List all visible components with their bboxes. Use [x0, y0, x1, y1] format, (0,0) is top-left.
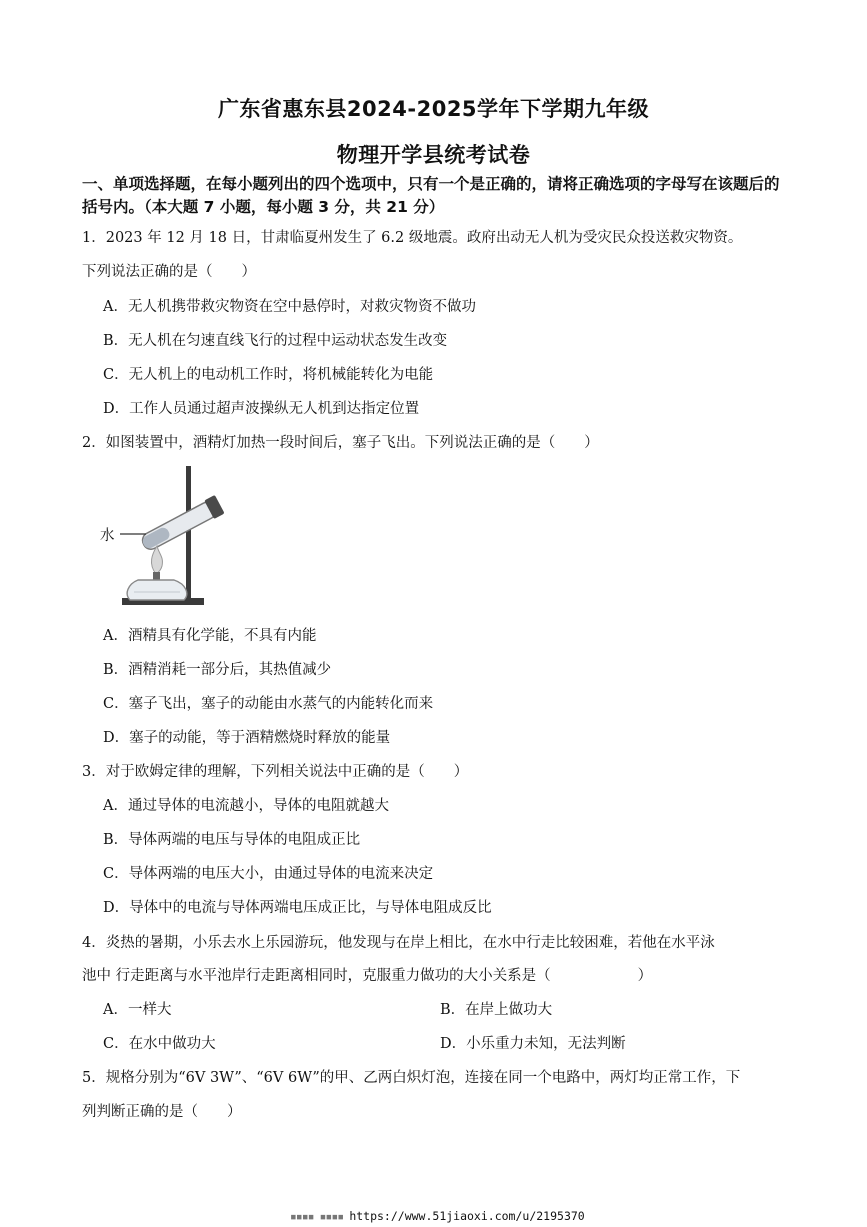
q1-stem-line1: 1．2023 年 12 月 18 日，甘肃临夏州发生了 6.2 级地震。政府出动无人机为受灾民众投送救灾物资。 — [82, 230, 743, 246]
q4-stem-line2: 池中 行走距离与水平池岸行走距离相同时，克服重力做功的大小关系是（ ） — [82, 968, 653, 984]
q4-option-b: B．在岸上做功大 — [440, 1002, 553, 1018]
q2-option-c: C．塞子飞出，塞子的动能由水蒸气的内能转化而来 — [103, 696, 434, 712]
q4-option-a: A．一样大 — [103, 1002, 172, 1018]
q5-stem-line1: 5．规格分别为“6V 3W”、“6V 6W”的甲、乙两白炽灯泡，连接在同一个电路中，两灯均正常工作，下 — [82, 1070, 741, 1086]
q3-option-b: B．导体两端的电压与导体的电阻成正比 — [103, 832, 361, 848]
q2-option-a: A．酒精具有化学能，不具有内能 — [103, 628, 317, 644]
alcohol-lamp-apparatus-diagram — [100, 462, 230, 610]
q2-option-d: D．塞子的动能，等于酒精燃烧时释放的能量 — [103, 730, 391, 746]
figure-label-water: 水 — [100, 528, 115, 544]
exam-title-line2: 物理开学县统考试卷 — [336, 143, 531, 167]
q2-stem-line1: 2．如图装置中，酒精灯加热一段时间后，塞子飞出。下列说法正确的是（ ） — [82, 435, 599, 451]
q4-stem-line1: 4．炎热的暑期，小乐去水上乐园游玩，他发现与在岸上相比，在水中行走比较困难，若他在水平泳 — [82, 935, 715, 951]
footer-logo-mark: ▪▪▪▪ ▪▪▪▪ — [290, 1209, 344, 1223]
footer-url[interactable]: https://www.51jiaoxi.com/u/2195370 — [349, 1209, 585, 1223]
q5-stem-line2: 列判断正确的是（ ） — [82, 1104, 242, 1120]
test-tube — [139, 495, 225, 554]
lamp-body — [127, 580, 187, 600]
q1-option-b: B．无人机在匀速直线飞行的过程中运动状态发生改变 — [103, 333, 448, 349]
stand-rod — [186, 466, 191, 600]
q2-option-b: B．酒精消耗一部分后，其热值减少 — [103, 662, 332, 678]
q4-option-c: C．在水中做功大 — [103, 1036, 216, 1052]
section-heading: 一、单项选择题，在每小题列出的四个选项中，只有一个是正确的，请将正确选项的字母写在该题后的括号内。（本大题 7 小题，每小题 3 分，共 21 分） — [82, 175, 780, 216]
q1-option-a: A．无人机携带救灾物资在空中悬停时，对救灾物资不做功 — [103, 299, 476, 315]
q3-option-a: A．通过导体的电流越小，导体的电阻就越大 — [103, 798, 389, 814]
q3-stem-line1: 3．对于欧姆定律的理解，下列相关说法中正确的是（ ） — [82, 764, 469, 780]
q3-option-c: C．导体两端的电压大小，由通过导体的电流来决定 — [103, 866, 434, 882]
exam-title-line1: 广东省惠东县2024-2025学年下学期九年级 — [217, 97, 650, 121]
wick — [153, 572, 160, 580]
q1-stem-line2: 下列说法正确的是（ ） — [82, 264, 256, 280]
q1-option-d: D．工作人员通过超声波操纵无人机到达指定位置 — [103, 401, 420, 417]
alcohol-lamp-figure — [100, 462, 230, 610]
q3-option-d: D．导体中的电流与导体两端电压成正比，与导体电阻成反比 — [103, 900, 492, 916]
footer-watermark — [290, 1209, 585, 1223]
q4-option-d: D．小乐重力未知，无法判断 — [440, 1036, 626, 1052]
q1-option-c: C．无人机上的电动机工作时，将机械能转化为电能 — [103, 367, 434, 383]
flame — [151, 546, 162, 574]
